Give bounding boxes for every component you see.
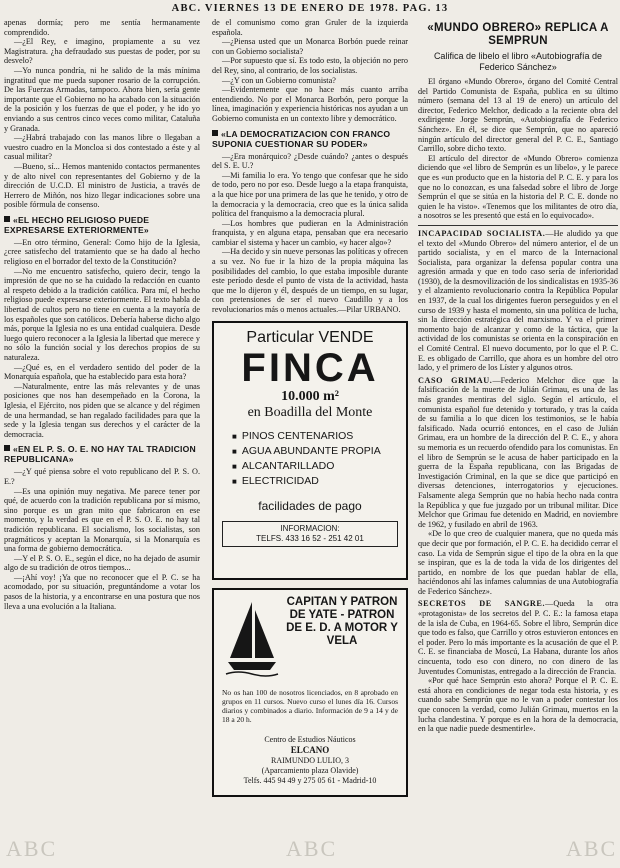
article-subheadline: Califica de libelo el libro «Autobiografía de Federico Sánchez»	[433, 51, 603, 72]
ad-school-name-text: ELCANO	[290, 744, 330, 755]
paragraph: —Ha decido y sin nueve personas las políticas y ofrecen a su vez. No fue ir la hizo de la propia máquina las posibilidades del cambio, lo que estaba imposible durante este período desde el punto de vista de la actividad, hasta que me lo dijeron y él, después de un tiempo, en su lugar, con pretensiones de ser el nuevo Caudillo y a los revolucionarios más o menos actuales.—Pilar URBANO.	[212, 247, 408, 315]
paragraph: —Y el P. S. O. E., según el dice, no ha dejado de asumir algo de su tradición de otros tiempos...	[4, 553, 200, 573]
ad-location: en Boadilla del Monte	[247, 404, 373, 420]
ad-feature: ■ ELECTRICIDAD	[232, 474, 406, 489]
ad-finca-title: FINCA	[241, 345, 379, 390]
paragraph-text: —Federico Melchor dice que la falsificación de la muerte de Julián Grimau, es una de las más grandes mentiras del siglo. Según el artículo, el comunista español fue detenido y torturado, y tras la caída de su familia a lo que dicen los testimonios, se le había falsificado. Nada ocurrió entonces, en el caso de Julián Grimau, era un hombre de la dirección del P. C. E., y ahora su memoria es un recuerdo ofendido para los comunistas. En el libro de Semprún se le acusa de haber participado en la guerra de la España republicana, con las Brigadas de Investigación Criminal, en la que se dice que participó en diversas detenciones, interrogatorios y ejecuciones. Falsamente alega Semprún que no había hecho nada contra la República y que fue juzgado por un tribunal militar. Dice Melchor que Grimau fue detenido en Madrid, en noviembre de 1962, y fusilado en abril de 1963.	[418, 375, 618, 529]
paragraph: —¿Habrá trabajado con las manos libre o llegaban a vuestro cuadro en la Moncloa si dos contestado a éste y al casual militar?	[4, 133, 200, 162]
paragraph: —Evidentemente que no hace más cuanto arriba entendiendo. No por el Monarca Borbón, pero porque la línea, imaginación y experiencia históricas nos ayudan a un Gobierno comunista en un contexto libre y democrático.	[212, 85, 408, 123]
paragraph: de el comunismo como gran Gruler de la izquierda española.	[212, 18, 408, 37]
ad-school-address: RAIMUNDO LULIO, 3	[271, 755, 349, 765]
ad-school-name	[222, 745, 398, 756]
paragraph-text: —Queda la otra «protagonista» de los secretos del P. C. E.: la famosa etapa de la isla de Cuba, en 1964-65. Sobre el libro, Semprún dice que todo es falso, que Carrillo y otros estuvieron entonces en el poder. Pero lo más importante es la acusación de que el P. C. E. se financiaba de Moscú, La Habana, durante los años cincuenta, todo eso con dinero, no con dinero de las Juventudes Comunistas, entregado a la dirección de Francia.	[418, 599, 618, 676]
paragraph: —¿El Rey, e imagino, propiamente a su vez Magistratura. ¿ha defraudado sus puestas de poder, por su desvelo?	[4, 37, 200, 66]
ad-school-phones: Telfs. 445 94 49 y 275 05 61 - Madrid-10	[243, 775, 377, 785]
paragraph-keyword: SECRETOS DE SANGRE.	[418, 599, 546, 609]
paragraph: El órgano «Mundo Obrero», órgano del Comité Central del Partido Comunista de España, publica en su último número (semana del 13 al 19 de enero) un artículo del director, Federico Melchor, dedicado a la reciente obra del exdirigente Jorge Semprún, «Autobiografía de Federico Sánchez». En él, se dice que Semprún, que no apareció ningún artículo del director general del P. C. E., Santiago Carrillo, sobre dicho texto.	[418, 77, 618, 154]
ad-course-body: No os han 100 de nosotros licenciados, en 8 aprobado en grupos en 11 cursos. Nuevo curso el lunes día 16. Cursos diarios y combinados a diario. Información de 9 a 14 y de 18 a 20 h.	[222, 687, 398, 724]
abc-watermark: ABC	[6, 836, 58, 861]
paragraph: apenas dormía; pero me sentía hermanamente comprendido.	[4, 18, 200, 37]
ad-features-list	[232, 429, 406, 489]
paragraph: —No me encuentro satisfecho, quiero decir, tengo la impresión de que no se ha cuidado la redacción en cuanto al respeto debido a la tradición católica. Para mí, el hecho religioso puede expresarse exteriormente. El texto habla de libertad de cultos pero no tiene en cuenta a la mayoría de los españoles que son católicos. Debería haberse dicho algo más, porque la Iglesia no es una entidad cualquiera. Desde luego quiero reconocer a la Iglesia la libertad que merece y no sólo la función social y los derechos propios de su naturaleza.	[4, 266, 200, 362]
paragraph: —¿Qué es, en el verdadero sentido del poder de la Monarquía española, que ha establecido para esta hora?	[4, 362, 200, 382]
sailboat-icon	[224, 598, 280, 678]
abc-watermark: ABC	[566, 836, 618, 861]
paragraph-text: —He aludido ya que el texto del «Mundo Obrero» del número anterior, el de un partido socialista, y en el marco de la Internacional Socialista, para organizar la defensa popular contra una agresión armada y que en todo caso sería de inferioridad (1930), de la desmovilización de los sindicalistas en 1935-36 y el alzamiento revolucionario contra la República Popular en 1937, de la cual los dirigentes fueron perseguidos y en el curso de 1939 y hasta el momento, sin una política de lucha, sin la dirección estratégica del marxismo. Y va el primer momento bajo de alcanzar y como de la táctica, que la actividad de los comunistas se orienta en la conspiración en el Comité Central. El nuevo documento, por lo que el P. C. E. es obligado de Carrillo, que ahora es un hombre del otro lado, y el primero de los Líster y algunos otros.	[418, 228, 618, 373]
paragraph-keyword: INCAPACIDAD SOCIALISTA.	[418, 228, 546, 238]
paragraph: —¡Ahí voy! ¡Ya que no reconocer que el P. C. se ha acomodado, por su situación, preguntándome a votar los pasos de la historia, y a encontrarse en una postura que nos lleva a una evolución a la Italiana.	[4, 572, 200, 611]
ad-feature: ■ PINOS CENTENARIOS	[232, 429, 406, 444]
paragraph: —¿Y con un Gobierno comunista?	[222, 75, 336, 85]
paragraph: —¿Piensa usted que un Monarca Borbón puede reinar con un Gobierno socialista?	[212, 37, 408, 56]
paragraph-keyword: CASO GRIMAU.	[418, 375, 493, 385]
ad-feature: ■ ALCANTARILLADO	[232, 459, 406, 474]
section-heading-text: «LA DEMOCRATIZACION CON FRANCO SUPONIA CUESTIONAR SU PODER»	[212, 128, 391, 149]
ad-school-address-note: (Aparcamiento plaza Olavide)	[261, 765, 359, 775]
article-headline: «MUNDO OBRERO» REPLICA A SEMPRUN	[427, 22, 609, 47]
bullet-square-icon	[4, 216, 10, 222]
bullet-square-icon	[212, 130, 218, 136]
section-heading-text: «EN EL P. S. O. E. NO HAY TAL TRADICION REPUBLICANA»	[4, 444, 196, 465]
paragraph	[418, 599, 618, 676]
section-heading-text: «EL HECHO RELIGIOSO PUEDE EXPRESARSE EXTERIORMENTE»	[4, 214, 150, 235]
section-heading	[212, 129, 408, 149]
paragraph	[418, 376, 618, 530]
ad-feature: ■ AGUA ABUNDANTE PROPIA	[232, 444, 406, 459]
ad-info-label: INFORMACION:	[280, 523, 340, 533]
page-header: ABC. VIERNES 13 DE ENERO DE 1978. PAG. 13	[171, 3, 449, 14]
paragraph: «De lo que creo de cualquier manera, que no queda más que decir que por formación, el P. C. E. ha decidido cerrar el caso. La vida de Semprún sigue el tipo de la obra en la que se inspiran, que es la de toda la vida de los dirigentes del partido, en nombre de los que puedan hablar de ella, haciéndonos ahí las infames calumnias de una Autobiografía de Federico Sánchez».	[418, 529, 618, 596]
ad-vende-line: Particular VENDE	[246, 328, 374, 346]
ad-info-box	[222, 521, 398, 547]
paragraph: —Bueno, sí... Hemos mantenido contactos permanentes y de alto nivel con representantes del Gobierno y de la dirección de U.C.D. El ministro de Justicia, a través de Herrero de Miñón, nos hizo llegar indicaciones sobre una posible fórmula de consenso.	[4, 161, 200, 210]
paragraph: El artículo del director de «Mundo Obrero» comienza diciendo que «el libro de Semprún es un libelo», y le parece que es «un producto que en la historia del P. C. E. y para los que no lo conozcan, es una falsedad sobre el libro de Jorge Semprún el que se sitúa en la historia del P. C. E. donde no quien le ha visto». «Tenemos que los militantes de otro día, a nosotros se les presentó que está en lo equivocado».	[418, 153, 618, 221]
ad-payment: facilidades de pago	[258, 498, 362, 513]
ad-school-contact	[222, 735, 398, 786]
paragraph: «Por qué hace Semprún esto ahora? Porque el P. C. E. está ahora en condiciones de negar toda esta historia, y es cuando sabe Semprún que no le van a poder contestar los que conocen la verdad, como Julián Grimau, muertos en la lucha clandestina. Y porque es en la hora de la democracia, en la que nadie puede desmentirle».	[418, 676, 618, 734]
finca-advertisement	[212, 321, 408, 580]
paragraph: —Los hombres que pudieran en la Administración franquista, y en alguna etapa, pensaban que era necesario cambiar el sistema y hacer un cambio, «y hacer algo»?	[212, 218, 408, 247]
nautical-school-advertisement	[212, 588, 408, 797]
section-heading	[4, 215, 200, 235]
ad-size: 10.000 m²	[281, 388, 339, 404]
section-heading	[4, 444, 200, 464]
column-left	[4, 18, 200, 862]
abc-watermark: ABC	[286, 836, 338, 861]
paragraph: —Mi familia lo era. Yo tengo que confesar que he sido de todo, pero no por eso. Desde luego a la etapa franquista, a la que hice por una primera de las que he tenido, y otro de la democracia y la democracia, creo que es la única salida política del franquismo a la democracia plural.	[212, 170, 408, 219]
paragraph: —Por supuesto que sí. Es todo esto, la objeción no pero del Rey, sino, al contrario, de los socialistas.	[212, 56, 408, 75]
paragraph: —Naturalmente, entre las más relevantes y de unas posiciones que nos han desempeñado en la Corona, la Iglesia, el Ejército, nos piden que se alcance y del régimen de una hermandad, se han regalado facilidades para que la sede y la Iglesia tengan sus derechos y el carácter de la democracia.	[4, 381, 200, 439]
paragraph: —¿Era monárquico? ¿Desde cuándo? ¿antes o después del S. E. U.?	[212, 151, 408, 171]
ad-course-title: CAPITAN Y PATRON DE YATE - PATRON DE E. D. A MOTOR Y VELA	[286, 595, 398, 647]
divider	[418, 225, 618, 226]
paragraph: —¿Y qué piensa sobre el voto republicano del P. S. O. E.?	[4, 467, 200, 486]
column-middle	[212, 18, 408, 862]
paragraph	[418, 229, 618, 373]
paragraph: —En otro término, General: Como hijo de la Iglesia, ¿cree satisfecho del tratamiento que se ha dado al hecho religioso en el borrador del texto de la Constitución?	[4, 237, 200, 267]
ad-info-phones: TELFS. 433 16 52 - 251 42 01	[256, 533, 364, 543]
column-right	[418, 18, 618, 862]
ad-school-center: Centro de Estudios Náuticos	[264, 734, 356, 744]
paragraph: —Yo nunca pondría, ni he salido de la más mínima ingratitud que me pueda suponer rosario de la corrupción. De las Fuerzas Armadas, tampoco. Ahora bien, sería gente importante que el Gobierno no ha acabado con la situación de la posición y los fuerzas de que el poder, y he ido yo enviando a sus centros cinco veces como militar, Cataluña y Granada.	[4, 65, 200, 133]
paragraph: —Es una opinión muy negativa. Me parece tener por qué, de acuerdo con la tradición republicana por sí mismo, sino porque es un gran mito que fabricaron en ese momento, y la verdad es que en el P. S. O. E. no hay tal tradición republicana. El socialismo, los socialistas, son pragmáticos y aceptan la Monarquía, si la Monarquía es una forma de gobierno democrática.	[4, 486, 200, 554]
bullet-square-icon	[4, 445, 10, 451]
